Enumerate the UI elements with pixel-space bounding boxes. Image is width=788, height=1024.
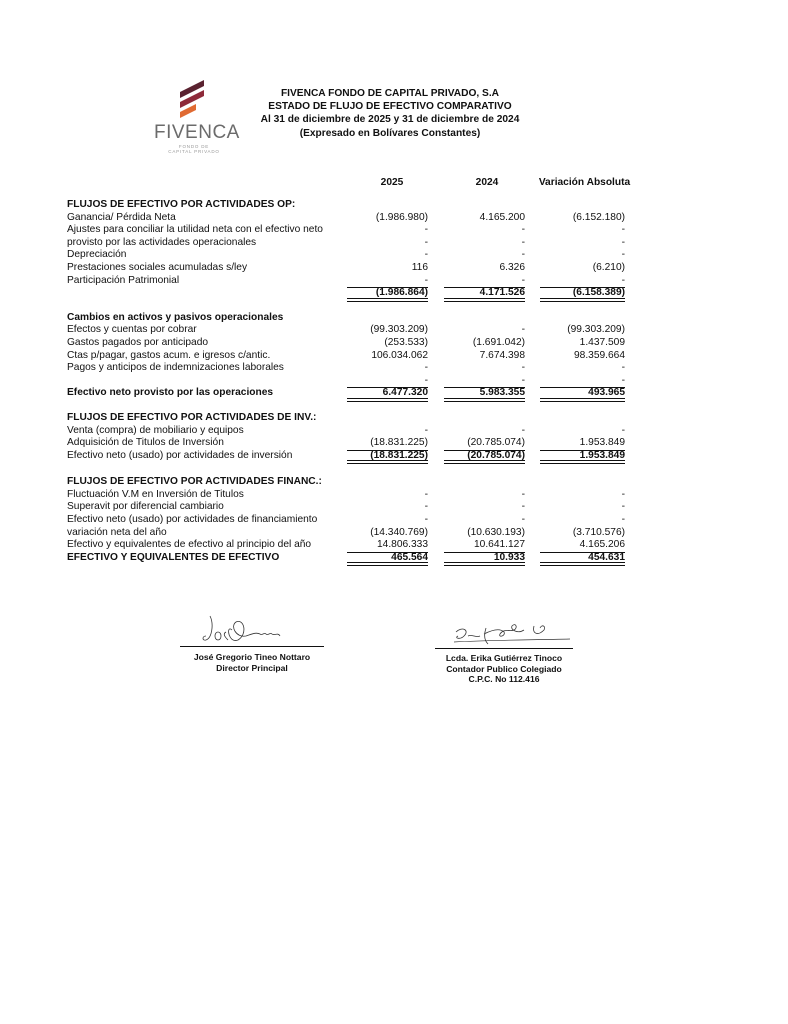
section-title-text: FLUJOS DE EFECTIVO POR ACTIVIDADES OP: bbox=[67, 199, 296, 210]
value-variation: (3.710.576) bbox=[572, 526, 625, 538]
report-period: Al 31 de diciembre de 2025 y 31 de diciembre de 2024 bbox=[260, 114, 520, 126]
row-label: Superavit por diferencial cambiario bbox=[67, 501, 224, 513]
signer-license-right: C.P.C. No 112.416 bbox=[468, 674, 540, 684]
value-2024: (1.691.042) bbox=[472, 336, 525, 348]
table-row bbox=[67, 212, 637, 225]
value-2025: (253.533) bbox=[384, 336, 428, 348]
value-2024: - bbox=[521, 236, 525, 248]
section-title-fin bbox=[67, 476, 637, 489]
value-2025: 14.806.333 bbox=[377, 539, 428, 551]
report-title: ESTADO DE FLUJO DE EFECTIVO COMPARATIVO bbox=[268, 101, 512, 113]
value-2024: - bbox=[521, 488, 525, 500]
table-row bbox=[67, 324, 637, 337]
table-row bbox=[67, 375, 637, 388]
signature-block-left bbox=[170, 652, 334, 673]
value-2025: - bbox=[424, 224, 428, 236]
total-row-operations bbox=[67, 387, 637, 400]
total-2025: 465.564 bbox=[347, 552, 428, 565]
value-2024: 10.641.127 bbox=[474, 539, 525, 551]
value-variation: - bbox=[621, 274, 625, 286]
value-2024: 4.165.200 bbox=[479, 211, 525, 223]
value-2024: - bbox=[521, 362, 525, 374]
total-2024: 10.933 bbox=[444, 552, 525, 565]
row-label: Gastos pagados por anticipado bbox=[67, 336, 209, 348]
total-label: Efectivo neto provisto por las operaciones bbox=[67, 387, 274, 399]
table-row bbox=[67, 262, 637, 275]
logo-tagline: FONDO DE CAPITAL PRIVADO bbox=[168, 144, 220, 154]
row-label: Ajustes para conciliar la utilidad neta con el efectivo neto bbox=[67, 224, 323, 236]
section-title-op bbox=[67, 199, 637, 212]
total-row-cash bbox=[67, 552, 637, 565]
value-variation: 4.165.206 bbox=[579, 539, 625, 551]
value-2025: (99.303.209) bbox=[370, 324, 428, 336]
subtotal-row-op bbox=[67, 287, 637, 300]
section-title-inv bbox=[67, 412, 637, 425]
value-2024: - bbox=[521, 224, 525, 236]
column-header-row bbox=[67, 177, 637, 190]
row-label: provisto por las actividades operacionales bbox=[67, 236, 257, 248]
value-2025: - bbox=[424, 362, 428, 374]
row-label: variación neta del año bbox=[67, 526, 167, 538]
signature-line-right bbox=[435, 648, 573, 649]
logo-name: FIVENCA bbox=[154, 122, 240, 143]
value-2025: (1.986.980) bbox=[375, 211, 428, 223]
row-label: Efectivo neto (usado) por actividades de financiamiento bbox=[67, 514, 318, 526]
value-variation: 98.359.664 bbox=[574, 349, 625, 361]
value-variation: - bbox=[621, 501, 625, 513]
value-2025: (14.340.769) bbox=[370, 526, 428, 538]
cash-flow-table bbox=[67, 170, 637, 564]
signature-line-left bbox=[180, 646, 324, 647]
column-header-2024: 2024 bbox=[475, 177, 499, 188]
value-2024: (20.785.074) bbox=[467, 437, 525, 449]
table-row bbox=[67, 425, 637, 438]
value-2025: - bbox=[424, 274, 428, 286]
signature-block-right bbox=[425, 653, 583, 685]
company-name: FIVENCA FONDO DE CAPITAL PRIVADO, S.A bbox=[280, 88, 500, 99]
table-row bbox=[67, 249, 637, 262]
subtotal-2025: (1.986.864) bbox=[347, 287, 428, 300]
value-2024: - bbox=[521, 274, 525, 286]
row-label: Adquisición de Titulos de Inversión bbox=[67, 437, 224, 449]
value-variation: (6.152.180) bbox=[572, 211, 625, 223]
value-variation: - bbox=[621, 514, 625, 526]
value-2024: 7.674.398 bbox=[479, 349, 525, 361]
row-label: Pagos y anticipos de indemnizaciones laborales bbox=[67, 362, 284, 374]
section-title-text: Cambios en activos y pasivos operacionales bbox=[67, 311, 284, 323]
table-row bbox=[67, 539, 637, 552]
value-2025: 106.034.062 bbox=[371, 349, 428, 361]
value-2025: (18.831.225) bbox=[370, 437, 428, 449]
value-2025: - bbox=[424, 374, 428, 386]
report-currency: (Expresado en Bolívares Constantes) bbox=[299, 127, 481, 139]
total-label: Efectivo neto (usado) por actividades de inversión bbox=[67, 449, 293, 461]
logo-mark-icon bbox=[174, 80, 214, 122]
value-2025: - bbox=[424, 236, 428, 248]
value-2024: - bbox=[521, 249, 525, 261]
table-row bbox=[67, 489, 637, 502]
row-label: Fluctuación V.M en Inversión de Titulos bbox=[67, 488, 244, 500]
section-title-changes bbox=[67, 312, 637, 325]
value-variation: 1.953.849 bbox=[579, 437, 625, 449]
value-2024: 6.326 bbox=[499, 261, 525, 273]
value-2025: 116 bbox=[411, 261, 428, 273]
value-2025: - bbox=[424, 488, 428, 500]
value-variation: - bbox=[621, 488, 625, 500]
total-row-investment bbox=[67, 450, 637, 463]
table-row bbox=[67, 514, 637, 527]
value-2025: - bbox=[424, 501, 428, 513]
section-title-text: FLUJOS DE EFECTIVO POR ACTIVIDADES DE INV.: bbox=[67, 411, 317, 423]
section-title-text: FLUJOS DE EFECTIVO POR ACTIVIDADES FINANC.: bbox=[67, 476, 322, 488]
column-header-2025: 2025 bbox=[380, 177, 404, 188]
row-label: Depreciación bbox=[67, 249, 127, 261]
signer-name-right: Lcda. Erika Gutiérrez Tinoco bbox=[445, 653, 563, 663]
signature-right-icon bbox=[450, 622, 580, 650]
row-label: Efectivo y equivalentes de efectivo al principio del año bbox=[67, 539, 312, 551]
value-variation: 1.437.509 bbox=[579, 336, 625, 348]
signer-title-left: Director Principal bbox=[216, 662, 288, 673]
value-2024: - bbox=[521, 374, 525, 386]
value-variation: - bbox=[621, 224, 625, 236]
value-variation: - bbox=[621, 424, 625, 436]
table-row bbox=[67, 362, 637, 375]
table-row bbox=[67, 501, 637, 514]
column-header-variation: Variación Absoluta bbox=[538, 177, 631, 188]
report-header bbox=[240, 87, 540, 140]
value-variation: (99.303.209) bbox=[567, 324, 625, 336]
signer-title-right: Contador Publico Colegiado bbox=[446, 663, 562, 674]
table-row bbox=[67, 224, 637, 237]
table-row bbox=[67, 527, 637, 540]
value-variation: - bbox=[621, 249, 625, 261]
table-row bbox=[67, 350, 637, 363]
fivenca-logo bbox=[152, 80, 240, 154]
total-variation: 1.953.849 bbox=[540, 450, 625, 463]
total-variation: 454.631 bbox=[540, 552, 625, 565]
row-label: Participación Patrimonial bbox=[67, 274, 180, 286]
subtotal-2024: 4.171.526 bbox=[444, 287, 525, 300]
total-label: EFECTIVO Y EQUIVALENTES DE EFECTIVO bbox=[67, 551, 280, 563]
value-2024: (10.630.193) bbox=[467, 526, 525, 538]
row-label: Ganancia/ Pérdida Neta bbox=[67, 211, 176, 223]
value-2025: - bbox=[424, 514, 428, 526]
total-2024: 5.983.355 bbox=[444, 387, 525, 400]
value-2024: - bbox=[521, 501, 525, 513]
signer-name-left: José Gregorio Tineo Nottaro bbox=[193, 652, 311, 662]
table-row bbox=[67, 237, 637, 250]
table-row bbox=[67, 337, 637, 350]
value-variation: - bbox=[621, 362, 625, 374]
subtotal-variation: (6.158.389) bbox=[540, 287, 625, 300]
value-2025: - bbox=[424, 249, 428, 261]
value-variation: - bbox=[621, 236, 625, 248]
table-row bbox=[67, 275, 637, 288]
row-label: Prestaciones sociales acumuladas s/ley bbox=[67, 261, 248, 273]
total-2025: 6.477.320 bbox=[347, 387, 428, 400]
value-variation: - bbox=[621, 374, 625, 386]
total-2024: (20.785.074) bbox=[444, 450, 525, 463]
value-2025: - bbox=[424, 424, 428, 436]
value-2024: - bbox=[521, 324, 525, 336]
signature-left-icon bbox=[200, 612, 320, 648]
value-2024: - bbox=[521, 424, 525, 436]
value-variation: (6.210) bbox=[592, 261, 625, 273]
total-variation: 493.965 bbox=[540, 387, 625, 400]
total-2025: (18.831.225) bbox=[347, 450, 428, 463]
row-label: Venta (compra) de mobiliario y equipos bbox=[67, 424, 244, 436]
row-label: Efectos y cuentas por cobrar bbox=[67, 324, 197, 336]
value-2024: - bbox=[521, 514, 525, 526]
table-row bbox=[67, 437, 637, 450]
row-label: Ctas p/pagar, gastos acum. e igresos c/antic. bbox=[67, 349, 271, 361]
